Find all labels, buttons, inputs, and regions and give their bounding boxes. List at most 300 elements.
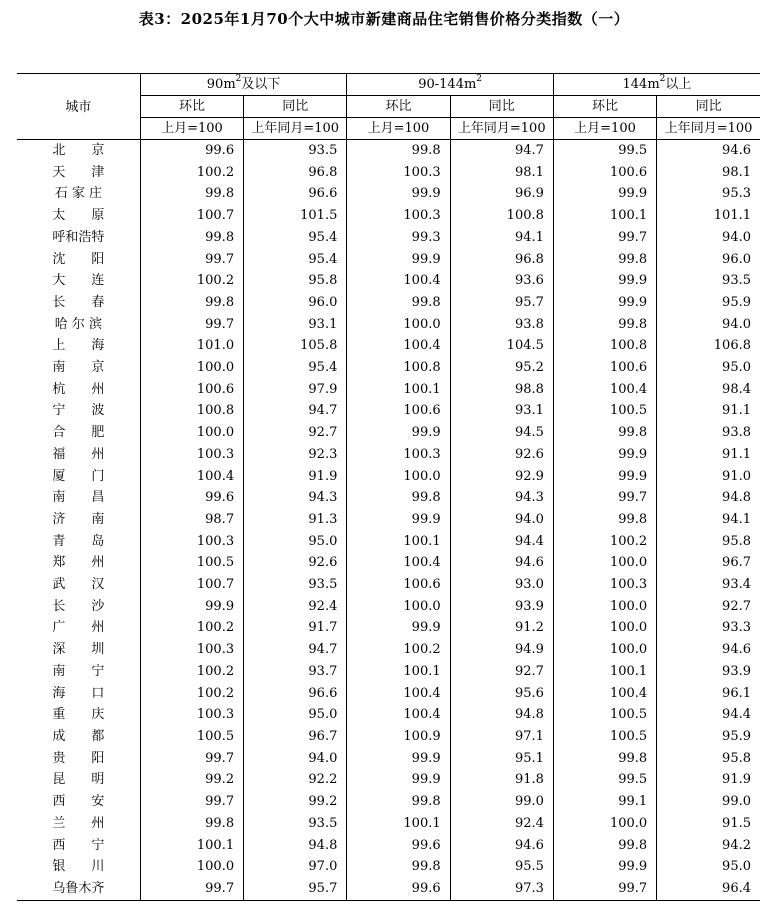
table-row	[17, 487, 760, 509]
table-row	[17, 444, 760, 466]
value-cell: 92.3	[244, 444, 347, 466]
value-cell: 98.7	[205, 511, 235, 527]
city-cell: 海 口	[17, 683, 140, 705]
city-cell: 长 沙	[17, 596, 140, 618]
value-cell: 93.7	[244, 661, 347, 683]
group-header-small: $90m^2$及以下	[140, 74, 347, 96]
value-cell: 100.7	[196, 577, 235, 593]
value-cell: 91.9	[657, 769, 760, 791]
value-cell: 99.9	[347, 617, 450, 639]
base-header: 上年同月=100	[450, 118, 553, 140]
city-cell: 石 家 庄	[17, 183, 140, 205]
value-cell: 100.2	[196, 620, 235, 636]
value-cell: 99.8	[553, 314, 656, 336]
value-cell: 96.7	[244, 726, 347, 748]
value-cell: 94.3	[450, 487, 553, 509]
value-cell: 94.5	[450, 422, 553, 444]
table-row	[17, 531, 760, 553]
city-cell: 西 宁	[17, 835, 140, 857]
value-cell: 93.3	[657, 617, 760, 639]
table-row	[17, 357, 760, 379]
price-index-table	[17, 73, 760, 901]
value-cell: 99.1	[553, 791, 656, 813]
value-cell: 94.0	[244, 748, 347, 770]
value-cell: 99.6	[347, 835, 450, 857]
value-cell: 99.9	[347, 183, 450, 205]
value-cell: 100.1	[196, 837, 235, 853]
value-cell: 99.6	[347, 878, 450, 900]
table-row	[17, 379, 760, 401]
value-cell: 96.8	[450, 249, 553, 271]
table-row	[17, 466, 760, 488]
value-cell: 100.8	[553, 335, 656, 357]
value-cell: 100.1	[553, 661, 656, 683]
value-cell: 99.9	[553, 466, 656, 488]
value-cell: 99.8	[205, 815, 235, 831]
value-cell: 104.5	[450, 335, 553, 357]
value-cell: 94.7	[244, 639, 347, 661]
value-cell: 96.0	[244, 292, 347, 314]
value-cell: 99.7	[205, 251, 235, 267]
value-cell: 94.8	[657, 487, 760, 509]
value-cell: 100.0	[553, 813, 656, 835]
value-cell: 100.3	[196, 642, 235, 658]
value-cell: 100.4	[553, 379, 656, 401]
value-cell: 93.5	[657, 270, 760, 292]
table-row	[17, 683, 760, 705]
value-cell: 93.5	[244, 140, 347, 162]
value-cell: 91.9	[244, 466, 347, 488]
value-cell: 91.8	[450, 769, 553, 791]
value-cell: 94.3	[244, 487, 347, 509]
table-row	[17, 791, 760, 813]
city-cell: 兰 州	[17, 813, 140, 835]
city-cell: 宁 波	[17, 400, 140, 422]
table-row	[17, 292, 760, 314]
value-cell: 106.8	[657, 335, 760, 357]
city-cell: 广 州	[17, 617, 140, 639]
value-cell: 100.0	[196, 859, 235, 875]
value-cell: 100.0	[196, 360, 235, 376]
value-cell: 100.1	[347, 379, 450, 401]
value-cell: 95.5	[450, 856, 553, 878]
value-cell: 99.9	[347, 249, 450, 271]
value-cell: 94.2	[657, 835, 760, 857]
value-cell: 94.6	[657, 639, 760, 661]
value-cell: 93.9	[450, 596, 553, 618]
table-row	[17, 509, 760, 531]
table-row	[17, 661, 760, 683]
value-cell: 95.9	[657, 292, 760, 314]
city-cell: 武 汉	[17, 574, 140, 596]
city-cell: 贵 阳	[17, 748, 140, 770]
value-cell: 101.1	[657, 205, 760, 227]
city-cell: 南 宁	[17, 661, 140, 683]
table-row	[17, 227, 760, 249]
city-cell: 成 都	[17, 726, 140, 748]
value-cell: 100.9	[347, 726, 450, 748]
value-cell: 96.0	[657, 249, 760, 271]
value-cell: 95.9	[657, 726, 760, 748]
city-cell: 厦 门	[17, 466, 140, 488]
value-cell: 93.8	[450, 314, 553, 336]
value-cell: 101.5	[244, 205, 347, 227]
base-header: 上月=100	[161, 120, 223, 136]
value-cell: 100.2	[553, 531, 656, 553]
city-cell: 大 连	[17, 270, 140, 292]
value-cell: 94.8	[450, 704, 553, 726]
value-cell: 93.1	[450, 400, 553, 422]
value-cell: 99.8	[553, 835, 656, 857]
value-cell: 95.7	[244, 878, 347, 900]
city-cell: 太 原	[17, 205, 140, 227]
value-cell: 99.8	[347, 487, 450, 509]
value-cell: 96.8	[244, 162, 347, 184]
value-cell: 99.8	[553, 509, 656, 531]
sub-header: 同比	[244, 96, 347, 118]
value-cell: 100.5	[196, 728, 235, 744]
value-cell: 91.3	[244, 509, 347, 531]
value-cell: 100.2	[196, 685, 235, 701]
value-cell: 100.2	[347, 639, 450, 661]
city-cell: 福 州	[17, 444, 140, 466]
value-cell: 99.9	[553, 270, 656, 292]
value-cell: 93.5	[244, 574, 347, 596]
value-cell: 94.1	[450, 227, 553, 249]
base-header: 上月=100	[553, 118, 656, 140]
value-cell: 92.6	[244, 552, 347, 574]
table-body	[17, 140, 760, 901]
value-cell: 94.1	[657, 509, 760, 531]
value-cell: 99.9	[347, 769, 450, 791]
city-cell: 天 津	[17, 162, 140, 184]
table-row	[17, 617, 760, 639]
value-cell: 92.4	[450, 813, 553, 835]
value-cell: 92.9	[450, 466, 553, 488]
table-row	[17, 552, 760, 574]
value-cell: 95.0	[657, 357, 760, 379]
value-cell: 100.6	[347, 400, 450, 422]
value-cell: 98.1	[450, 162, 553, 184]
value-cell: 91.1	[657, 400, 760, 422]
value-cell: 100.5	[196, 555, 235, 571]
value-cell: 100.2	[196, 164, 235, 180]
city-cell: 西 安	[17, 791, 140, 813]
value-cell: 96.6	[244, 183, 347, 205]
value-cell: 99.8	[347, 791, 450, 813]
table-title: 表3：2025年1月70个大中城市新建商品住宅销售价格分类指数（一）	[138, 10, 630, 28]
value-cell: 100.5	[553, 400, 656, 422]
value-cell: 97.9	[244, 379, 347, 401]
value-cell: 99.3	[347, 227, 450, 249]
value-cell: 94.8	[244, 835, 347, 857]
table-header	[17, 74, 760, 140]
value-cell: 99.8	[347, 292, 450, 314]
value-cell: 94.0	[657, 227, 760, 249]
value-cell: 100.5	[553, 726, 656, 748]
value-cell: 99.9	[553, 856, 656, 878]
value-cell: 101.0	[196, 338, 235, 354]
value-cell: 92.4	[244, 596, 347, 618]
value-cell: 100.0	[347, 596, 450, 618]
table-row	[17, 205, 760, 227]
value-cell: 94.7	[244, 400, 347, 422]
sub-header: 环比	[347, 96, 450, 118]
table-row	[17, 769, 760, 791]
value-cell: 97.0	[244, 856, 347, 878]
value-cell: 95.8	[657, 748, 760, 770]
value-cell: 93.0	[450, 574, 553, 596]
table-row	[17, 574, 760, 596]
sub-header: 环比	[553, 96, 656, 118]
value-cell: 96.7	[657, 552, 760, 574]
value-cell: 95.3	[657, 183, 760, 205]
value-cell: 99.9	[205, 598, 235, 614]
city-cell: 北 京	[17, 140, 140, 162]
base-header: 上月=100	[347, 118, 450, 140]
value-cell: 95.0	[244, 704, 347, 726]
value-cell: 99.7	[553, 227, 656, 249]
value-cell: 100.3	[347, 205, 450, 227]
city-cell: 郑 州	[17, 552, 140, 574]
value-cell: 97.3	[450, 878, 553, 900]
value-cell: 99.0	[657, 791, 760, 813]
table-row	[17, 704, 760, 726]
base-header: 上年同月=100	[657, 118, 760, 140]
value-cell: 100.0	[196, 425, 235, 441]
value-cell: 92.2	[244, 769, 347, 791]
table-row	[17, 314, 760, 336]
city-cell: 深 圳	[17, 639, 140, 661]
value-cell: 99.6	[205, 490, 235, 506]
value-cell: 91.5	[657, 813, 760, 835]
value-cell: 100.3	[347, 162, 450, 184]
value-cell: 96.1	[657, 683, 760, 705]
value-cell: 99.9	[553, 292, 656, 314]
value-cell: 99.7	[205, 794, 235, 810]
value-cell: 98.4	[657, 379, 760, 401]
value-cell: 92.7	[657, 596, 760, 618]
value-cell: 100.0	[347, 466, 450, 488]
value-cell: 96.4	[657, 878, 760, 900]
value-cell: 100.6	[553, 357, 656, 379]
value-cell: 99.2	[205, 772, 235, 788]
value-cell: 99.9	[347, 509, 450, 531]
group-header-medium: $90-144m^2$	[347, 74, 554, 96]
value-cell: 100.0	[553, 639, 656, 661]
value-cell: 91.2	[450, 617, 553, 639]
table-row	[17, 400, 760, 422]
city-cell: 南 京	[17, 357, 140, 379]
value-cell: 99.9	[347, 748, 450, 770]
city-cell: 南 昌	[17, 487, 140, 509]
value-cell: 94.0	[450, 509, 553, 531]
value-cell: 100.1	[347, 813, 450, 835]
group-header-large: $144m^2$以上	[553, 74, 760, 96]
value-cell: 91.7	[244, 617, 347, 639]
value-cell: 99.8	[553, 249, 656, 271]
value-cell: 100.1	[347, 531, 450, 553]
value-cell: 93.9	[657, 661, 760, 683]
value-cell: 93.6	[450, 270, 553, 292]
sub-header: 同比	[657, 96, 760, 118]
table-row	[17, 335, 760, 357]
table-row	[17, 596, 760, 618]
value-cell: 100.4	[347, 335, 450, 357]
value-cell: 99.9	[553, 183, 656, 205]
value-cell: 95.7	[450, 292, 553, 314]
table-row	[17, 639, 760, 661]
city-cell: 重 庆	[17, 704, 140, 726]
value-cell: 99.5	[553, 769, 656, 791]
city-cell: 长 春	[17, 292, 140, 314]
value-cell: 99.8	[553, 748, 656, 770]
city-column-header: 城市	[17, 74, 140, 140]
value-cell: 100.4	[347, 270, 450, 292]
value-cell: 99.7	[140, 878, 243, 900]
value-cell: 99.8	[205, 294, 235, 310]
value-cell: 93.8	[657, 422, 760, 444]
value-cell: 95.1	[450, 748, 553, 770]
value-cell: 95.0	[657, 856, 760, 878]
value-cell: 95.6	[450, 683, 553, 705]
value-cell: 91.1	[657, 444, 760, 466]
city-cell: 杭 州	[17, 379, 140, 401]
table-row	[17, 140, 760, 162]
value-cell: 99.6	[140, 140, 243, 162]
value-cell: 94.4	[657, 704, 760, 726]
value-cell: 94.7	[450, 140, 553, 162]
value-cell: 92.6	[450, 444, 553, 466]
value-cell: 97.1	[450, 726, 553, 748]
value-cell: 99.5	[553, 140, 656, 162]
city-cell: 银 川	[17, 856, 140, 878]
value-cell: 99.9	[347, 422, 450, 444]
value-cell: 94.9	[450, 639, 553, 661]
table-row	[17, 856, 760, 878]
table-row	[17, 813, 760, 835]
city-cell: 合 肥	[17, 422, 140, 444]
value-cell: 96.9	[450, 183, 553, 205]
value-cell: 100.4	[347, 552, 450, 574]
value-cell: 92.7	[244, 422, 347, 444]
city-cell: 青 岛	[17, 531, 140, 553]
table-row	[17, 726, 760, 748]
table-row	[17, 835, 760, 857]
value-cell: 93.5	[244, 813, 347, 835]
city-cell: 上 海	[17, 335, 140, 357]
value-cell: 94.6	[450, 552, 553, 574]
value-cell: 100.4	[196, 468, 235, 484]
value-cell: 100.4	[553, 683, 656, 705]
city-cell: 呼和浩特	[17, 227, 140, 249]
value-cell: 95.8	[657, 531, 760, 553]
value-cell: 100.7	[196, 208, 235, 224]
value-cell: 100.3	[196, 446, 235, 462]
value-cell: 99.7	[553, 487, 656, 509]
value-cell: 105.8	[244, 335, 347, 357]
value-cell: 100.6	[553, 162, 656, 184]
value-cell: 100.2	[196, 273, 235, 289]
value-cell: 91.0	[657, 466, 760, 488]
city-cell: 昆 明	[17, 769, 140, 791]
value-cell: 99.7	[553, 878, 656, 900]
value-cell: 95.0	[244, 531, 347, 553]
value-cell: 94.6	[450, 835, 553, 857]
city-cell: 哈 尔 滨	[17, 314, 140, 336]
value-cell: 100.4	[347, 683, 450, 705]
table-row	[17, 162, 760, 184]
value-cell: 99.8	[205, 186, 235, 202]
value-cell: 99.7	[205, 750, 235, 766]
value-cell: 95.8	[244, 270, 347, 292]
value-cell: 100.5	[553, 704, 656, 726]
value-cell: 100.8	[196, 403, 235, 419]
value-cell: 100.0	[553, 617, 656, 639]
value-cell: 94.6	[657, 140, 760, 162]
value-cell: 100.8	[347, 357, 450, 379]
table-row	[17, 183, 760, 205]
value-cell: 98.1	[657, 162, 760, 184]
city-cell: 沈 阳	[17, 249, 140, 271]
table-row	[17, 270, 760, 292]
value-cell: 99.2	[244, 791, 347, 813]
value-cell: 100.3	[553, 574, 656, 596]
table-row	[17, 878, 760, 900]
value-cell: 100.6	[347, 574, 450, 596]
table-row	[17, 422, 760, 444]
value-cell: 100.2	[196, 663, 235, 679]
value-cell: 100.4	[347, 704, 450, 726]
value-cell: 96.6	[244, 683, 347, 705]
value-cell: 98.8	[450, 379, 553, 401]
value-cell: 92.7	[450, 661, 553, 683]
value-cell: 100.0	[553, 552, 656, 574]
value-cell: 95.4	[244, 357, 347, 379]
value-cell: 94.4	[450, 531, 553, 553]
value-cell: 93.4	[657, 574, 760, 596]
value-cell: 99.8	[553, 422, 656, 444]
value-cell: 99.0	[450, 791, 553, 813]
value-cell: 100.8	[450, 205, 553, 227]
value-cell: 100.3	[196, 707, 235, 723]
value-cell: 100.6	[196, 381, 235, 397]
base-header: 上年同月=100	[244, 118, 347, 140]
value-cell: 95.4	[244, 227, 347, 249]
sub-header: 环比	[140, 96, 243, 118]
value-cell: 93.1	[244, 314, 347, 336]
city-cell: 乌鲁木齐	[17, 878, 140, 900]
value-cell: 95.2	[450, 357, 553, 379]
value-cell: 99.8	[205, 229, 235, 245]
value-cell: 100.1	[553, 205, 656, 227]
value-cell: 100.3	[196, 533, 235, 549]
value-cell: 99.8	[347, 140, 450, 162]
value-cell: 94.0	[657, 314, 760, 336]
value-cell: 99.8	[347, 856, 450, 878]
table-row	[17, 249, 760, 271]
sub-header: 同比	[450, 96, 553, 118]
value-cell: 100.0	[553, 596, 656, 618]
city-cell: 济 南	[17, 509, 140, 531]
value-cell: 100.1	[347, 661, 450, 683]
value-cell: 95.4	[244, 249, 347, 271]
value-cell: 99.9	[553, 444, 656, 466]
value-cell: 100.3	[347, 444, 450, 466]
value-cell: 100.0	[347, 314, 450, 336]
table-row	[17, 748, 760, 770]
value-cell: 99.7	[205, 316, 235, 332]
